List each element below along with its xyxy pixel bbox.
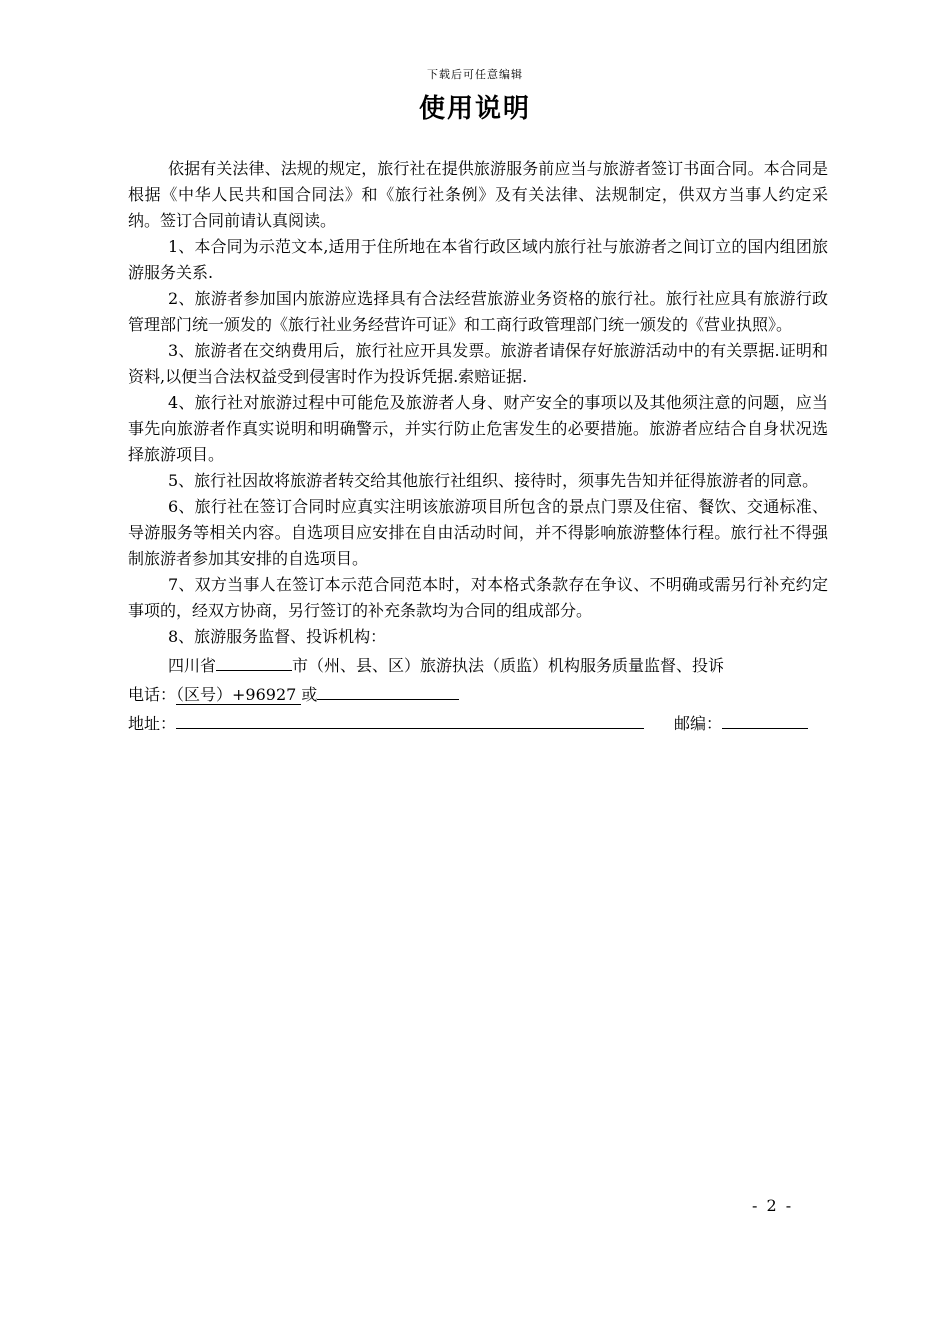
phone-value: （区号）+96927 [176,685,302,704]
item-8-paragraph: 8、旅游服务监督、投诉机构： [168,627,387,646]
complaint-phone-line [128,679,828,708]
item-3-paragraph: 3、旅游者在交纳费用后，旅行社应开具发票。旅游者请保存好旅游活动中的有关票据.证明和资料,以便当合法权益受到侵害时作为投诉凭据.索赔证据. [128,341,828,386]
header-note: 下载后可任意编辑 [427,68,523,81]
province-label: 四川省 [168,656,217,675]
postcode-fill-blank[interactable] [722,708,808,729]
address-label: 地址： [128,714,177,733]
phone-or: 或 [301,685,318,704]
document-body [128,156,828,737]
agency-text: 市（州、县、区）旅游执法（质监）机构服务质量监督、投诉 [292,656,725,675]
item-7-paragraph: 7、双方当事人在签订本示范合同范本时，对本格式条款存在争议、不明确或需另行补充约定事项的，经双方协商，另行签订的补充条款均为合同的组成部分。 [128,575,828,620]
phone-label: 电话： [128,685,177,704]
complaint-address-line [128,708,828,737]
alt-phone-fill-blank[interactable] [317,679,459,700]
city-fill-blank[interactable] [216,650,292,671]
item-4-paragraph: 4、旅行社对旅游过程中可能危及旅游者人身、财产安全的事项以及其他须注意的问题，应当事先向旅游者作真实说明和明确警示，并实行防止危害发生的必要措施。旅游者应结合自身状况选择旅游项目。 [128,393,828,464]
page-number: - 2 - [752,1196,794,1215]
item-6-paragraph: 6、旅行社在签订合同时应真实注明该旅游项目所包含的景点门票及住宿、餐饮、交通标准、导游服务等相关内容。自选项目应安排在自由活动时间，并不得影响旅游整体行程。旅行社不得强制旅游者参加其安排的自选项目。 [128,497,828,568]
postcode-label: 邮编： [674,714,723,733]
item-1-paragraph: 1、本合同为示范文本,适用于住所地在本省行政区域内旅行社与旅游者之间订立的国内组团旅游服务关系. [128,237,828,282]
address-fill-blank[interactable] [176,708,644,729]
intro-paragraph: 依据有关法律、法规的规定，旅行社在提供旅游服务前应当与旅游者签订书面合同。本合同是根据《中华人民共和国合同法》和《旅行社条例》及有关法律、法规制定，供双方当事人约定采纳。签订合同前请认真阅读。 [128,159,828,230]
item-2-paragraph: 2、旅游者参加国内旅游应选择具有合法经营旅游业务资格的旅行社。旅行社应具有旅游行政管理部门统一颁发的《旅行社业务经营许可证》和工商行政管理部门统一颁发的《营业执照》。 [128,289,828,334]
page-title: 使用说明 [418,94,531,124]
item-5-paragraph: 5、旅行社因故将旅游者转交给其他旅行社组织、接待时，须事先告知并征得旅游者的同意。 [168,471,819,490]
complaint-agency-line [128,650,828,679]
